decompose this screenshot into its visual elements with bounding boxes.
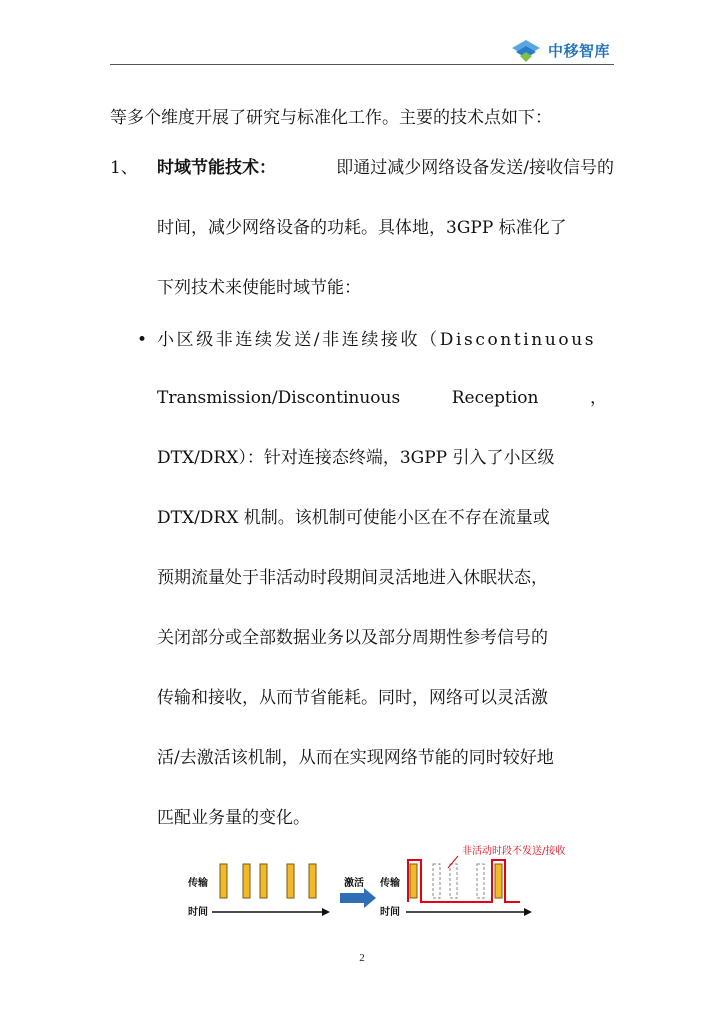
item1-text-2: 时间，减少网络设备的功耗。具体地，3GPP 标准化了 (157, 218, 567, 238)
bullet-line-9: 匹配业务量的变化。 (157, 808, 310, 828)
left-bar-1 (220, 864, 227, 898)
bullet-line-2-b: Reception (451, 388, 539, 408)
right-time-label: 时间 (380, 907, 400, 918)
left-bar-4 (287, 864, 294, 898)
annotation-pointer (448, 856, 458, 868)
activate-arrow-icon (340, 888, 376, 908)
item1-first-line (157, 156, 614, 180)
bullet-line-6: 关闭部分或全部数据业务以及部分周期性参考信号的 (157, 628, 548, 648)
activity-signal-line (408, 860, 520, 902)
bullet-line-3: DTX/DRX）：针对连接态终端，3GPP 引入了小区级 (157, 448, 555, 468)
logo (510, 36, 610, 64)
inactive-annotation: 非活动时段不发送/接收 (462, 846, 566, 857)
left-transmit-label: 传输 (188, 878, 208, 889)
dashed-bar-1 (433, 864, 440, 898)
bullet-line-2 (157, 386, 607, 410)
bullet-line-2-a: Transmission/Discontinuous (157, 388, 401, 408)
bullet-dot: • (137, 330, 148, 350)
left-time-arrowhead (322, 908, 330, 916)
item1-text-1: 即通过减少网络设备发送/接收信号的 (336, 158, 614, 178)
inactive-dashed-bars (433, 864, 484, 898)
bullet-line-2-c: ， (589, 388, 607, 408)
right-transmit-label: 传输 (380, 878, 400, 889)
bullet-line-5: 预期流量处于非活动时段期间灵活地进入休眠状态， (157, 568, 548, 588)
bullet-line-7: 传输和接收，从而节省能耗。同时，网络可以灵活激 (157, 688, 548, 708)
item1-number: 1、 (110, 158, 138, 178)
logo-text: 中移智库 (547, 41, 610, 60)
left-bar-2 (243, 864, 250, 898)
header-rule (110, 64, 614, 65)
right-transmit-bars (410, 864, 502, 898)
item1-text-3: 下列技术来使能时域节能： (157, 278, 361, 298)
activate-label: 激活 (344, 878, 364, 889)
page-header (110, 0, 614, 66)
intro-line: 等多个维度开展了研究与标准化工作。主要的技术点如下： (110, 108, 552, 128)
left-bar-3 (260, 864, 267, 898)
right-bar-2 (495, 864, 502, 898)
page-number: 2 (359, 952, 365, 964)
left-transmit-bars (220, 864, 316, 898)
dashed-bar-3 (477, 864, 484, 898)
dashed-bar-2 (450, 864, 457, 898)
bullet-head: 小区级非连续发送/非连续接收（Discontinuous (157, 330, 597, 350)
left-bar-5 (309, 864, 316, 898)
right-time-arrowhead (524, 908, 532, 916)
cmcc-logo-icon (510, 36, 544, 64)
item1-title: 时域节能技术： (157, 158, 276, 178)
diagram-svg (180, 838, 566, 928)
bullet-line-4: DTX/DRX 机制。该机制可使能小区在不存在流量或 (157, 508, 550, 528)
cell-dtx-drx-diagram (180, 838, 566, 928)
left-time-label: 时间 (188, 907, 208, 918)
bullet-line-8: 活/去激活该机制，从而在实现网络节能的同时较好地 (157, 748, 554, 768)
right-bar-1 (410, 864, 417, 898)
